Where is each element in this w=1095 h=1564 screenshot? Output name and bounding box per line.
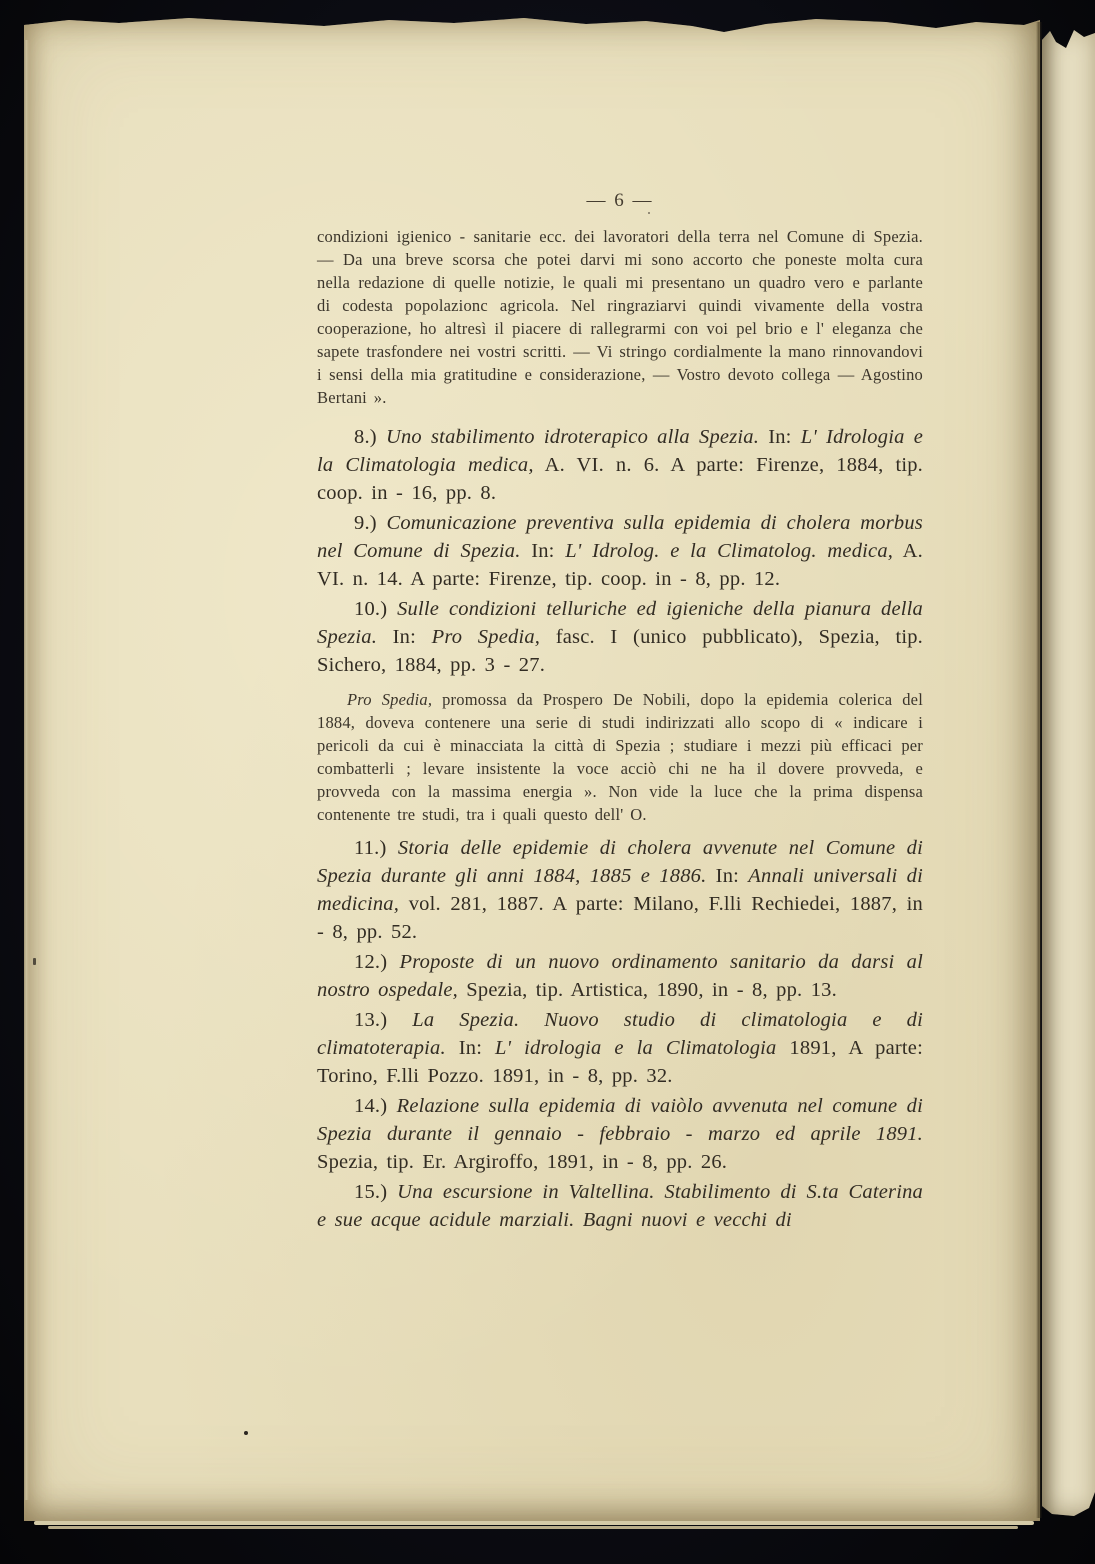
bibliography-entry-9-segment-2: In: xyxy=(520,540,566,562)
text-column xyxy=(317,225,923,1236)
bibliography-entry-15 xyxy=(317,1178,923,1234)
bibliography-entry-11-segment-2: In: xyxy=(706,865,749,887)
note-pro-spedia xyxy=(317,688,923,826)
bibliography-entry-8-segment-3: L' Idrologia e la Climatologia medica, xyxy=(317,426,923,476)
bibliography-entry-8-segment-2: In: xyxy=(759,426,801,448)
bibliography-entry-11-segment-0: 11.) xyxy=(354,837,398,859)
bibliography-entry-14-segment-1: Relazione sulla epidemia di vaiòlo avvenuta nel comune di Spezia durante il gennaio - febbraio - marzo ed aprile 1891. xyxy=(317,1095,924,1145)
paper-speck xyxy=(648,212,650,214)
bibliography-entry-10-segment-3: Pro Spedia, xyxy=(431,626,541,648)
bibliography-entry-11-segment-4: vol. 281, 1887. A parte: Milano, F.lli Rechiedei, 1887, in - 8, pp. 52. xyxy=(317,893,923,943)
bibliography-entry-13-segment-3: L' idrologia e la Climatologia xyxy=(495,1037,777,1059)
bibliography-entry-10-segment-2: In: xyxy=(377,626,432,648)
book-gutter-shadow xyxy=(1036,22,1042,1518)
page-number: — 6 — xyxy=(586,190,654,211)
bibliography-entry-13-segment-0: 13.) xyxy=(354,1009,413,1031)
page-stack-left-edge xyxy=(24,40,29,1500)
bibliography-entry-13-segment-4: 1891, A parte: Torino, F.lli Pozzo. 1891, in - 8, pp. 32. xyxy=(317,1037,923,1087)
letter-excerpt-paragraph-segment-0: condizioni igienico - sanitarie ecc. dei lavoratori della terra nel Comune di Spezia. — Da una breve scorsa che potei darvi mi sono accorto che poneste molta cura nella redazione di quelle notizie, le quali mi presentano un quadro vero e parlante di codesta popolazionc agricola. Nel ringraziarvi quindi vivamente della vostra cooperazione, ho altresì il piacere di rallegrarmi con voi pel brio e l' eleganza che sapete trasfondere nei vostri scritti. — Vi stringo cordialmente la mano rinnovandovi i sensi della mia gratitudine e considerazione, — Vostro devoto collega — Agostino Bertani ». xyxy=(317,227,923,407)
bibliography-entry-12 xyxy=(317,948,923,1004)
bibliography-entry-10 xyxy=(317,595,923,679)
next-page-sliver xyxy=(1042,24,1095,1518)
page-stack-bottom-edge xyxy=(34,1521,1034,1525)
bibliography-entry-10-segment-0: 10.) xyxy=(354,598,398,620)
bibliography-entry-9 xyxy=(317,509,923,593)
bibliography-entry-14-segment-0: 14.) xyxy=(354,1095,397,1117)
bibliography-entry-15-segment-0: 15.) xyxy=(354,1181,398,1203)
bibliography-entry-13-segment-2: In: xyxy=(445,1037,496,1059)
bibliography-entry-9-segment-1: Comunicazione preventiva sulla epidemia di cholera morbus nel Comune di Spezia. xyxy=(317,512,923,562)
bibliography-entry-8 xyxy=(317,423,923,507)
bibliography-entry-14 xyxy=(317,1092,923,1176)
letter-excerpt-paragraph xyxy=(317,225,923,409)
bibliography-entry-10-segment-4: fasc. I (unico pubblicato), Spezia, tip. Sichero, 1884, pp. 3 - 27. xyxy=(317,626,924,676)
bibliography-entry-9-segment-4: A. VI. n. 14. A parte: Firenze, tip. coop. in - 8, pp. 12. xyxy=(317,540,923,590)
paper-speck xyxy=(33,958,36,965)
bibliography-entry-12-segment-1: Proposte di un nuovo ordinamento sanitario da darsi al nostro ospedale, xyxy=(317,951,923,1001)
bibliography-entry-8-segment-1: Uno stabilimento idroterapico alla Spezia. xyxy=(385,426,760,448)
bibliography-entry-8-segment-0: 8.) xyxy=(354,426,386,448)
bibliography-entry-13-segment-1: La Spezia. Nuovo studio di climatologia e di climatoterapia. xyxy=(317,1009,923,1059)
paper-speck xyxy=(244,1431,248,1435)
bibliography-entry-11 xyxy=(317,834,923,946)
bibliography-entry-9-segment-3: L' Idrolog. e la Climatolog. medica, xyxy=(565,540,894,562)
bibliography-entry-14-segment-2: Spezia, tip. Er. Argiroffo, 1891, in - 8, pp. 26. xyxy=(317,1151,728,1173)
bibliography-entry-11-segment-3: Annali universali di medicina, xyxy=(317,865,923,915)
bibliography-entry-12-segment-0: 12.) xyxy=(354,951,400,973)
bibliography-entry-13 xyxy=(317,1006,923,1090)
page-stack-bottom-edge xyxy=(48,1526,1018,1529)
bibliography-entry-12-segment-2: Spezia, tip. Artistica, 1890, in - 8, pp. 13. xyxy=(457,979,837,1001)
note-pro-spedia-segment-0: Pro Spedia, xyxy=(347,690,433,709)
note-pro-spedia-segment-1: promossa da Prospero De Nobili, dopo la epidemia colerica del 1884, doveva contenere una serie di studi indirizzati allo scopo di « indicare i pericoli da cui è minacciata la città di Spezia ; studiare i mezzi più efficaci per combatterli ; levare insistente la voce acciò chi ne ha il dovere provveda, e provveda con la massima energia ». Non vide la luce che la prima dispensa contenente tre studi, tra i quali questo dell' O. xyxy=(317,690,923,824)
bibliography-entry-8-segment-4: A. VI. n. 6. A parte: Firenze, 1884, tip. coop. in - 16, pp. 8. xyxy=(317,454,924,504)
bibliography-entry-10-segment-1: Sulle condizioni telluriche ed igieniche della pianura della Spezia. xyxy=(317,598,923,648)
bibliography-entry-11-segment-1: Storia delle epidemie di cholera avvenute nel Comune di Spezia durante gli anni 1884, 1885 e 1886. xyxy=(317,837,923,887)
bibliography-entry-15-segment-1: Una escursione in Valtellina. Stabilimento di S.ta Caterina e sue acque acidule marziali. Bagni nuovi e vecchi di xyxy=(317,1181,924,1231)
bibliography-entry-9-segment-0: 9.) xyxy=(354,512,387,534)
